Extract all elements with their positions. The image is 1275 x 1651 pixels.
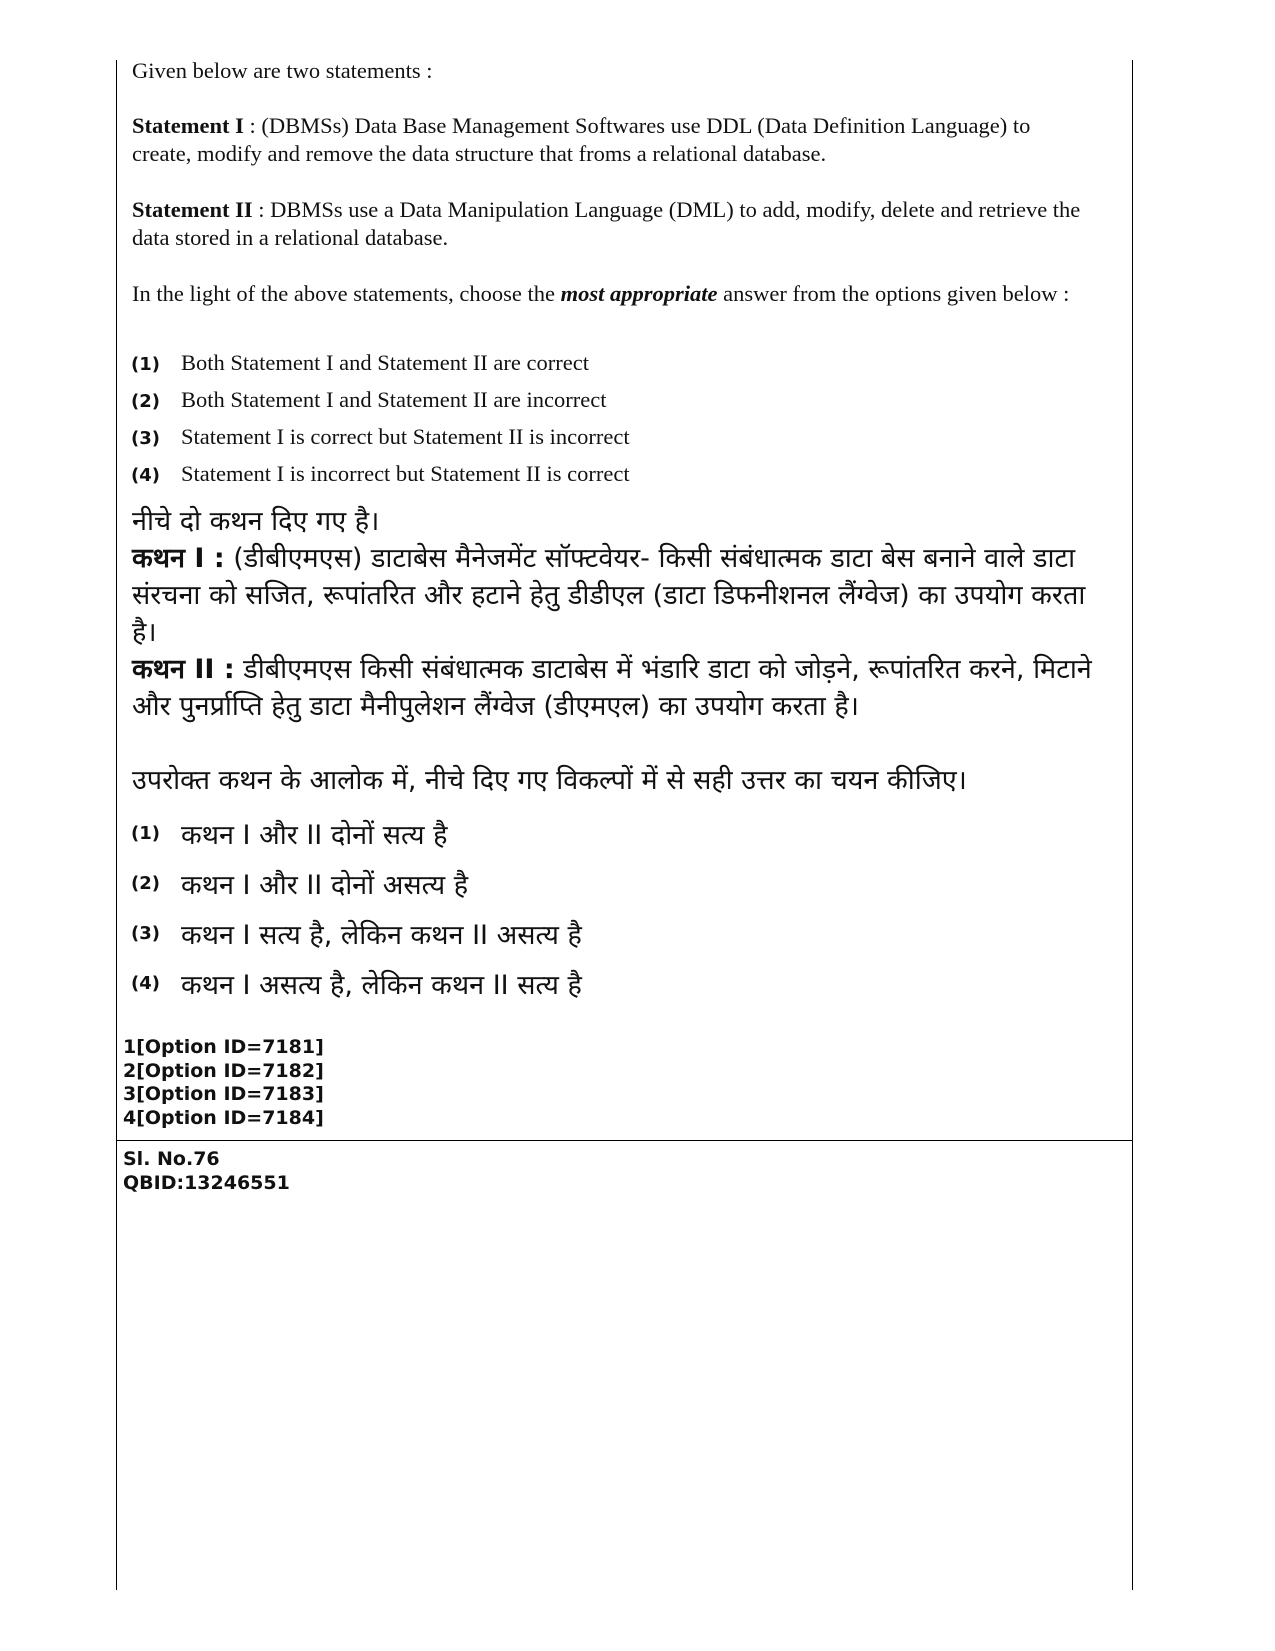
english-instruction: In the light of the above statements, choose the most appropriate answer from the options given below : [132,281,1070,306]
english-intro: Given below are two statements : [132,58,433,83]
option-id-1: 1[Option ID=7181] [123,1036,324,1058]
emphasis-text: most appropriate [560,281,718,306]
english-option-2: (2) Both Statement I and Statement II are incorrect [131,387,607,412]
statement-1-label: Statement I [132,113,244,138]
statement-2-text: : DBMSs use a Data Manipulation Language (DML) to add, modify, delete and retrieve the data stored in a relational database. [132,197,1081,250]
hindi-option-2: (2) कथन I और II दोनों असत्य है [131,870,469,901]
hindi-statement-2-text: डीबीएमएस किसी संबंधात्मक डाटाबेस में भंडारि डाटा को जोड़ने, रूपांतरित करने, मिटाने और पुनर्प्राप्ति हेतु डाटा मैनीपुलेशन लैंग्वेज (डीएमएल) का उपयोग करता है। [132,654,1092,722]
option-id-2: 2[Option ID=7182] [123,1059,324,1082]
hindi-statement-2 [132,651,1112,725]
hindi-statement-1-text: (डीबीएमएस) डाटाबेस मैनेजमेंट सॉफ्टवेयर- किसी संबंधात्मक डाटा बेस बनाने वाले डाटा संरचना को सजित, रूपांतरित और हटाने हेतु डीडीएल (डाटा डिफनीशनल लैंग्वेज) का उपयोग करता है। [132,543,1086,648]
hindi-option-3: (3) कथन I सत्य है, लेकिन कथन II असत्य है [131,920,582,951]
hindi-statement-2-label: कथन II : [132,654,235,685]
option-id-list [123,1036,723,1130]
english-option-4: (4) Statement I is incorrect but Statement II is correct [131,461,630,486]
option-id-3: 3[Option ID=7183] [123,1083,324,1105]
hindi-intro: नीचे दो कथन दिए गए है। [132,506,380,537]
page-left-border [116,60,117,1590]
english-option-1: (1) Both Statement I and Statement II are correct [131,350,589,375]
hindi-option-1: (1) कथन I और II दोनों सत्य है [131,820,448,851]
english-option-3: (3) Statement I is correct but Statement II is incorrect [131,424,630,449]
qbid: QBID:13246551 [123,1171,290,1194]
hindi-instruction: उपरोक्त कथन के आलोक में, नीचे दिए गए विकल्पों में से सही उत्तर का चयन कीजिए। [132,765,967,796]
statement-1-text: : (DBMSs) Data Base Management Softwares use DDL (Data Definition Language) to create, modify and remove the data structure that froms a relational database. [132,113,1031,166]
statement-2-label: Statement II [132,197,253,222]
english-statement-1 [132,112,1092,168]
serial-number: Sl. No.76 [123,1148,220,1170]
next-question-header [123,1148,723,1195]
page-right-border [1132,60,1133,1590]
hindi-statement-1 [132,540,1112,651]
hindi-statement-1-label: कथन I : [132,543,225,574]
question-separator [116,1140,1133,1141]
english-statement-2 [132,196,1092,252]
hindi-option-4: (4) कथन I असत्य है, लेकिन कथन II सत्य है [131,970,582,1001]
option-id-4: 4[Option ID=7184] [123,1106,324,1129]
